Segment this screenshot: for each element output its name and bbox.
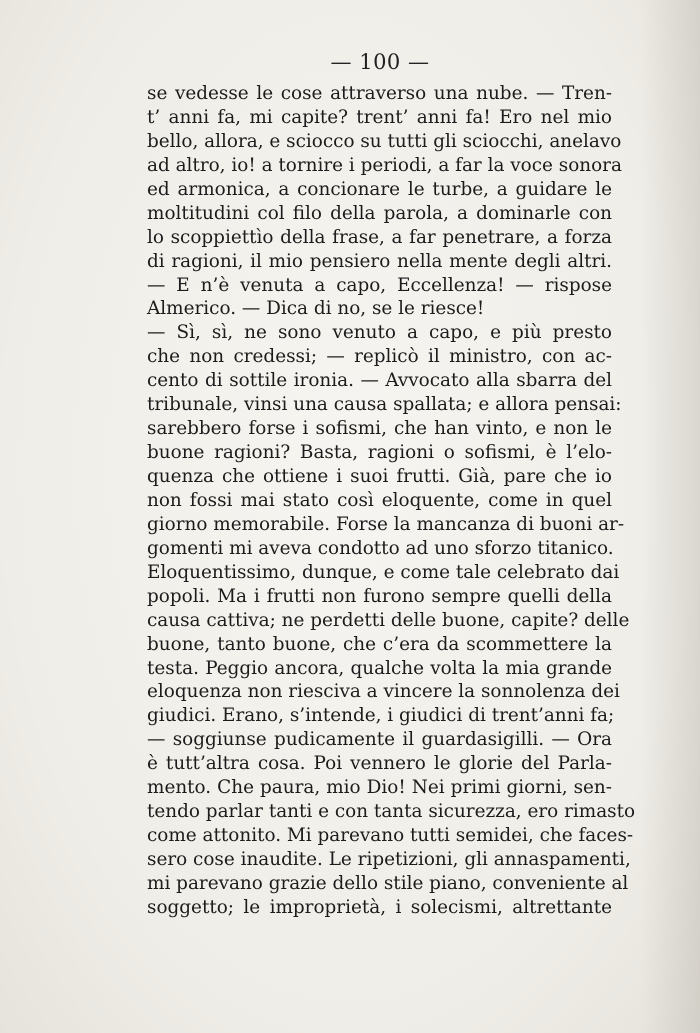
text-line: popoli. Ma i frutti non furono sempre quelli della <box>147 585 612 607</box>
text-line: mento. Che paura, mio Dio! Nei primi giorni, sen- <box>147 777 612 799</box>
text-line: giorno memorabile. Forse la mancanza di buoni ar- <box>147 513 625 535</box>
text-line: giudici. Erano, s’intende, i giudici di trent’anni fa; <box>147 705 615 727</box>
text-line: cento di sottile ironia. — Avvocato alla sbarra del <box>147 370 612 392</box>
text-line: ad altro, io! a tornire i periodi, a far la voce sonora <box>147 154 622 176</box>
text-line: buone ragioni? Basta, ragioni o sofismi, è l’elo- <box>147 442 612 464</box>
text-line: gomenti mi aveva condotto ad uno sforzo titanico. <box>147 537 614 559</box>
text-line: mi parevano grazie dello stile piano, conveniente al <box>147 872 629 894</box>
text-line: è tutt’altra cosa. Poi vennero le glorie del Parla- <box>147 753 612 775</box>
text-line: — soggiunse pudicamente il guardasigilli. — Ora <box>147 729 612 751</box>
text-line: lo scoppiettìo della frase, a far penetrare, a forza <box>147 226 612 248</box>
text-line: testa. Peggio ancora, qualche volta la mia grande <box>147 657 612 679</box>
text-line: ed armonica, a concionare le turbe, a guidare le <box>147 178 612 200</box>
text-line: se vedesse le cose attraverso una nube. — Tren- <box>147 83 612 104</box>
text-line: non fossi mai stato così eloquente, come in quel <box>147 489 612 511</box>
page-edge-shadow <box>640 0 700 1033</box>
text-line: Almerico. — Dica di no, se le riesce! <box>147 298 485 320</box>
text-line: moltitudini col filo della parola, a dominarle con <box>147 202 612 224</box>
text-line: causa cattiva; ne perdetti delle buone, capite? delle <box>147 609 630 631</box>
text-line: t’ anni fa, mi capite? trent’ anni fa! Ero nel mio <box>147 106 612 128</box>
text-line: tendo parlar tanti e con tanta sicurezza, ero rimasto <box>147 801 636 823</box>
body-text <box>147 82 636 920</box>
text-line: — E n’è venuta a capo, Eccellenza! — rispose <box>147 274 612 296</box>
page-number: — 100 — <box>330 50 430 74</box>
text-line: come attonito. Mi parevano tutti semidei, che faces- <box>147 825 634 847</box>
text-line: soggetto; le improprietà, i solecismi, altrettante <box>147 896 612 918</box>
text-line: Eloquentissimo, dunque, e come tale celebrato dai <box>147 561 620 583</box>
text-line: quenza che ottiene i suoi frutti. Già, pare che io <box>147 466 612 487</box>
text-line: buone, tanto buone, che c’era da scommettere la <box>147 633 612 655</box>
text-line: eloquenza non riesciva a vincere la sonnolenza dei <box>147 681 620 703</box>
text-line: di ragioni, il mio pensiero nella mente degli altri. <box>147 250 612 272</box>
text-line: sero cose inaudite. Le ripetizioni, gli annaspamenti, <box>147 849 631 870</box>
text-line: bello, allora, e sciocco su tutti gli sciocchi, anelavo <box>147 130 622 152</box>
text-line: — Sì, sì, ne sono venuto a capo, e più presto <box>147 322 612 344</box>
text-line: tribunale, vinsi una causa spallata; e allora pensai: <box>147 394 622 416</box>
text-line: che non credessi; — replicò il ministro, con ac- <box>147 346 612 368</box>
text-line: sarebbero forse i sofismi, che han vinto, e non le <box>147 418 612 440</box>
